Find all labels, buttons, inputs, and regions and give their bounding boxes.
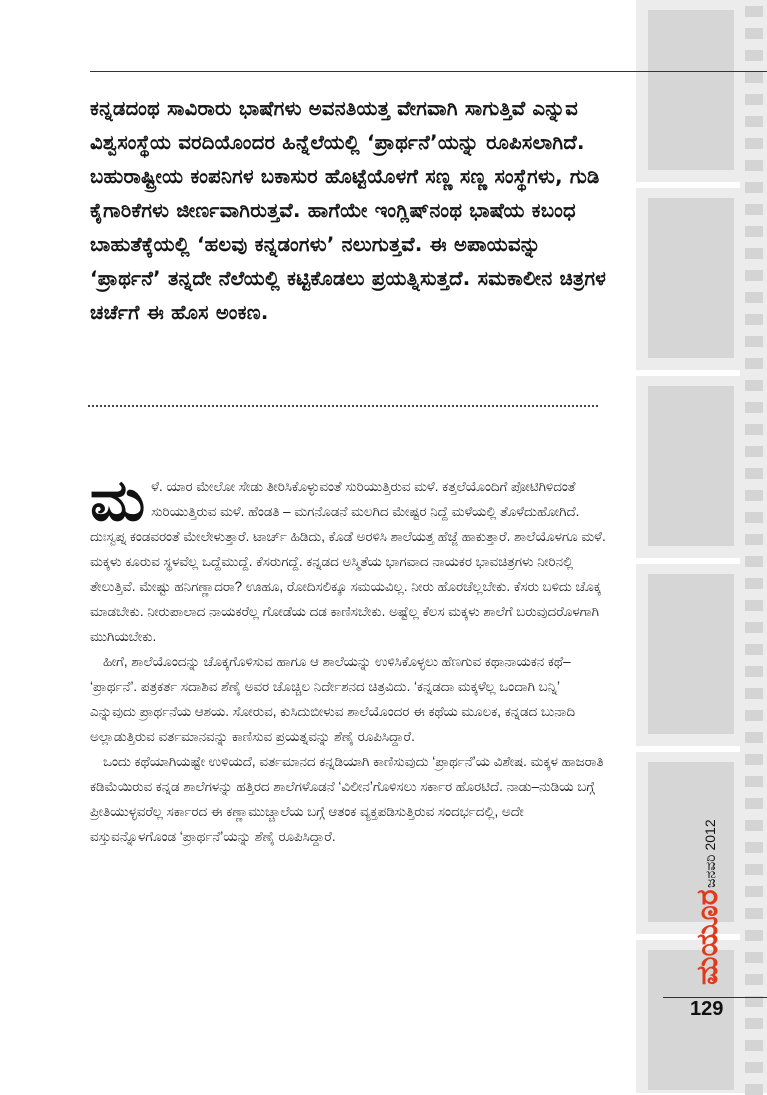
film-gap <box>636 370 740 376</box>
film-perforation <box>745 468 763 479</box>
intro-paragraph: ಕನ್ನಡದಂಥ ಸಾವಿರಾರು ಭಾಷೆಗಳು ಅವನತಿಯತ್ತ ವೇಗವಾಗಿ ಸಾಗುತ್ತಿವೆ ಎನ್ನುವ ವಿಶ್ವಸಂಸ್ಥೆಯ ವರದಿಯೊಂದರ ಹಿನ್ನೆಲೆಯಲ್ಲಿ ‘ಪ್ರಾರ್ಥನೆ’ಯನ್ನು ರೂಪಿಸಲಾಗಿದೆ. ಬಹುರಾಷ್ಟ್ರೀಯ ಕಂಪನಿಗಳ ಬಕಾಸುರ ಹೊಟ್ಟೆಯೊಳಗೆ ಸಣ್ಣ ಸಣ್ಣ ಸಂಸ್ಥೆಗಳು, ಗುಡಿ ಕೈಗಾರಿಕೆಗಳು ಜೀರ್ಣವಾಗಿರುತ್ತವೆ. ಹಾಗೆಯೇ ಇಂಗ್ಲಿಷ್‌ನಂಥ ಭಾಷೆಯ ಕಬಂಧ ಬಾಹುತೆಕ್ಕೆಯಲ್ಲಿ ‘ಹಲವು ಕನ್ನಡಂಗಳು’ ನಲುಗುತ್ತವೆ. ಈ ಅಪಾಯವನ್ನು ‘ಪ್ರಾರ್ಥನೆ’ ತನ್ನದೇ ನೆಲೆಯಲ್ಲಿ ಕಟ್ಟಿಕೊಡಲು ಪ್ರಯತ್ನಿಸುತ್ತದೆ. ಸಮಕಾಲೀನ ಚಿತ್ರಗಳ ಚರ್ಚೆಗೆ ಈ ಹೊಸ ಅಂಕಣ. <box>90 97 607 324</box>
film-perforation <box>745 490 763 501</box>
film-perforation <box>745 886 763 897</box>
film-frame <box>648 386 734 546</box>
film-perforation <box>745 314 763 325</box>
dotted-divider <box>88 405 598 407</box>
film-frame <box>648 10 734 170</box>
film-perforation <box>745 182 763 193</box>
film-gap <box>636 558 740 564</box>
film-perforation <box>745 842 763 853</box>
page-number: 129 <box>690 998 724 1020</box>
drop-cap: ಮ <box>90 466 146 534</box>
film-perforation <box>745 116 763 127</box>
article-body <box>90 466 608 849</box>
film-perforation <box>745 204 763 215</box>
film-perforation <box>745 974 763 985</box>
film-perforation <box>745 138 763 149</box>
film-frame <box>648 198 734 358</box>
film-perforation <box>745 270 763 281</box>
film-perforation <box>745 754 763 765</box>
film-perforation <box>745 1018 763 1029</box>
film-perforation <box>745 556 763 567</box>
film-perforation <box>745 28 763 39</box>
film-perforation <box>745 50 763 61</box>
film-perforation <box>745 578 763 589</box>
film-perforation <box>745 820 763 831</box>
film-frame <box>648 574 734 734</box>
film-perforation <box>745 292 763 303</box>
film-gap <box>636 182 740 188</box>
film-perforation <box>745 644 763 655</box>
issue-date: ಜನವರಿ 2012 <box>702 819 718 888</box>
film-perforation <box>745 336 763 347</box>
film-gap <box>636 746 740 752</box>
film-perforation <box>745 1084 763 1095</box>
film-perforation <box>745 776 763 787</box>
film-perforation <box>745 908 763 919</box>
film-perforation <box>745 6 763 17</box>
film-perforation <box>745 952 763 963</box>
magazine-logo: ಮಯೂರ <box>690 889 725 985</box>
film-perforation <box>745 534 763 545</box>
film-perforation <box>745 1062 763 1073</box>
paragraph-3: ಒಂದು ಕಥೆಯಾಗಿಯಷ್ಟೇ ಉಳಿಯದೆ, ವರ್ತಮಾನದ ಕನ್ನಡಿಯಾಗಿ ಕಾಣಿಸುವುದು ‘ಪ್ರಾರ್ಥನೆ’ಯ ವಿಶೇಷ. ಮಕ್ಕಳ ಹಾಜರಾತಿ ಕಡಿಮೆಯಿರುವ ಕನ್ನಡ ಶಾಲೆಗಳನ್ನು ಹತ್ತಿರದ ಶಾಲೆಗಳೊಡನೆ ‘ವಿಲೀನ’ಗೊಳಿಸಲು ಸರ್ಕಾರ ಹೊರಟಿದೆ. ನಾಡು–ನುಡಿಯ ಬಗ್ಗೆ ಪ್ರೀತಿಯುಳ್ಳವರೆಲ್ಲ ಸರ್ಕಾರದ ಈ ಕಣ್ಣಾಮುಚ್ಚಾಲೆಯ ಬಗ್ಗೆ ಆತಂಕ ವ್ಯಕ್ತಪಡಿಸುತ್ತಿರುವ ಸಂದರ್ಭದಲ್ಲಿ, ಅದೇ ವಸ್ತುವನ್ನೊಳಗೊಂಡ ‘ಪ್ರಾರ್ಥನೆ’ಯನ್ನು ಶೆಣೈ ರೂಪಿಸಿದ್ದಾರೆ. <box>90 754 604 844</box>
paragraph-1 <box>90 466 608 649</box>
film-perforation <box>745 94 763 105</box>
film-perforation <box>745 424 763 435</box>
film-perforation <box>745 622 763 633</box>
film-perforation <box>745 72 763 83</box>
film-perforation <box>745 226 763 237</box>
film-perforation <box>745 600 763 611</box>
film-perforation <box>745 380 763 391</box>
top-rule <box>90 71 767 72</box>
film-perforation <box>745 864 763 875</box>
film-perforation <box>745 248 763 259</box>
film-perforation <box>745 798 763 809</box>
film-perforation <box>745 358 763 369</box>
film-perforation <box>745 512 763 523</box>
film-perforation <box>745 710 763 721</box>
film-perforation <box>745 666 763 677</box>
paragraph-1-text: ಳೆ. ಯಾರ ಮೇಲೋ ಸೇಡು ತೀರಿಸಿಕೊಳ್ಳುವಂತೆ ಸುರಿಯುತ್ತಿರುವ ಮಳೆ. ಕತ್ತಲೆಯೊಂದಿಗೆ ಪೋಟಿಗಿಳಿದಂತೆ ಸುರಿಯುತ್ತಿರುವ ಮಳೆ. ಹೆಂಡತಿ – ಮಗನೊಡನೆ ಮಲಗಿದ ಮೇಷ್ಟರ ನಿದ್ದೆ ಮಳೆಯಲ್ಲಿ ತೊಳೆದುಹೋಗಿದೆ. ದುಃಸ್ವಪ್ನ ಕಂಡವರಂತೆ ಮೇಲೇಳುತ್ತಾರೆ. ಟಾರ್ಚ್ ಹಿಡಿದು, ಕೊಡೆ ಅರಳಿಸಿ ಶಾಲೆಯತ್ತ ಹೆಜ್ಜೆ ಹಾಕುತ್ತಾರೆ. ಶಾಲೆಯೊಳಗೂ ಮಳೆ. ಮಕ್ಕಳು ಕೂರುವ ಸ್ಥಳವೆಲ್ಲ ಒದ್ದೆಮುದ್ದೆ. ಕೆಸರುಗದ್ದೆ. ಕನ್ನಡದ ಅಸ್ಮಿತೆಯ ಭಾಗವಾದ ನಾಯಕರ ಭಾವಚಿತ್ರಗಳು ನೀರಿನಲ್ಲಿ ತೇಲುತ್ತಿವೆ. ಮೇಷ್ಟು ಹನಿಗಣ್ಣಾದರಾ? ಊಹೂ, ರೋದಿಸಲಿಕ್ಕೂ ಸಮಯವಿಲ್ಲ. ನೀರು ಹೊರಚೆಲ್ಲಬೇಕು. ಕೆಸರು ಬಳಿದು ಚೊಕ್ಕ ಮಾಡಬೇಕು. ನೀರುಪಾಲಾದ ನಾಯಕರೆಲ್ಲ ಗೋಡೆಯ ದಡ ಕಾಣಿಸಬೇಕು. ಅಷ್ಟೆಲ್ಲ ಕೆಲಸ ಮಕ್ಕಳು ಶಾಲೆಗೆ ಬರುವುದರೊಳಗಾಗಿ ಮುಗಿಯಬೇಕು. <box>90 479 606 644</box>
film-perforation <box>745 732 763 743</box>
film-perforation <box>745 160 763 171</box>
film-perforation <box>745 688 763 699</box>
film-perforation <box>745 1040 763 1051</box>
paragraph-2: ಹೀಗೆ, ಶಾಲೆಯೊಂದನ್ನು ಚೊಕ್ಕಗೊಳಿಸುವ ಹಾಗೂ ಆ ಶಾಲೆಯನ್ನು ಉಳಿಸಿಕೊಳ್ಳಲು ಹೆಣಗುವ ಕಥಾನಾಯಕನ ಕಥೆ– ‘ಪ್ರಾರ್ಥನೆ’. ಪತ್ರಕರ್ತ ಸದಾಶಿವ ಶೆಣೈ ಅವರ ಚೊಚ್ಚಿಲ ನಿರ್ದೇಶನದ ಚಿತ್ರವಿದು. ‘ಕನ್ನಡದಾ ಮಕ್ಕಳೆಲ್ಲ ಒಂದಾಗಿ ಬನ್ನಿ’ ಎನ್ನುವುದು ಪ್ರಾರ್ಥನೆಯ ಆಶಯ. ಸೋರುವ, ಕುಸಿದುಬೀಳುವ ಶಾಲೆಯೊಂದರ ಈ ಕಥೆಯ ಮೂಲಕ, ಕನ್ನಡದ ಬುನಾದಿ ಅಲ್ಲಾಡುತ್ತಿರುವ ವರ್ತಮಾನವನ್ನು ಕಾಣಿಸುವ ಪ್ರಯತ್ನವನ್ನು ಶೆಣೈ ರೂಪಿಸಿದ್ದಾರೆ. <box>90 654 576 744</box>
film-perforation <box>745 402 763 413</box>
film-perforation <box>745 446 763 457</box>
film-perforation <box>745 930 763 941</box>
